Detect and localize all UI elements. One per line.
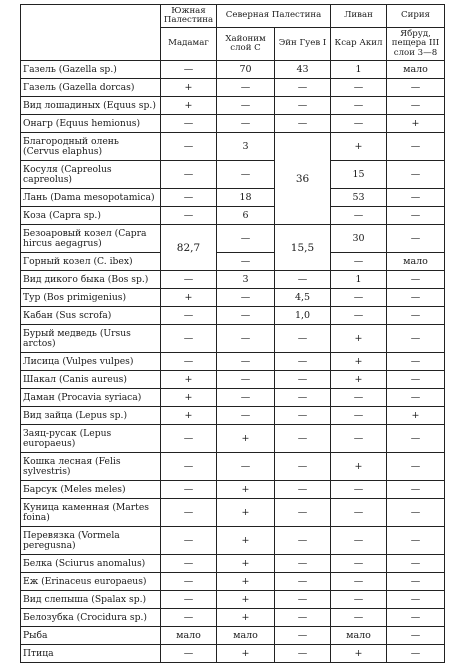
value-cell: — [161, 353, 217, 371]
value-cell: — [217, 161, 275, 189]
species-name: Бурый медведь (Ursus arctos) [21, 325, 161, 353]
value-cell: 30 [331, 225, 387, 253]
value-cell: мало [161, 627, 217, 645]
value-cell: — [275, 627, 331, 645]
value-cell: + [161, 407, 217, 425]
table-header [21, 5, 445, 61]
table-row [21, 79, 445, 97]
table-row [21, 609, 445, 627]
value-cell: — [161, 499, 217, 527]
value-cell: — [275, 115, 331, 133]
value-cell: — [217, 115, 275, 133]
value-cell: + [331, 453, 387, 481]
value-cell: — [275, 271, 331, 289]
species-name: Даман (Procavia syriaca) [21, 389, 161, 407]
species-name: Барсук (Meles meles) [21, 481, 161, 499]
value-cell: — [387, 527, 445, 555]
species-name: Еж (Erinaceus europaeus) [21, 573, 161, 591]
value-cell: — [387, 271, 445, 289]
table-row [21, 353, 445, 371]
value-cell: — [331, 97, 387, 115]
value-cell: — [275, 481, 331, 499]
value-cell: 6 [217, 207, 275, 225]
value-cell: — [387, 189, 445, 207]
species-name: Кабан (Sus scrofa) [21, 307, 161, 325]
species-name: Заяц-русак (Lepus europaeus) [21, 425, 161, 453]
table-row [21, 481, 445, 499]
value-cell: — [217, 371, 275, 389]
value-cell: — [331, 499, 387, 527]
value-cell: + [161, 79, 217, 97]
value-cell: — [387, 645, 445, 663]
site-header-madamag: Мадамаг [161, 28, 217, 61]
value-cell: + [387, 407, 445, 425]
value-cell: + [217, 573, 275, 591]
value-cell: — [387, 161, 445, 189]
value-cell: 3 [217, 271, 275, 289]
value-cell: — [217, 225, 275, 253]
species-name: Коза (Capra sp.) [21, 207, 161, 225]
group-header-lebanon: Ливан [331, 5, 387, 28]
value-cell: — [275, 527, 331, 555]
value-cell: — [387, 609, 445, 627]
value-cell: + [217, 425, 275, 453]
value-cell: — [275, 371, 331, 389]
value-cell: — [217, 79, 275, 97]
value-cell: — [387, 453, 445, 481]
value-cell: — [387, 627, 445, 645]
value-cell: 1,0 [275, 307, 331, 325]
value-cell: 4,5 [275, 289, 331, 307]
value-cell: + [331, 371, 387, 389]
group-header-south: Южная Палестина [161, 5, 217, 28]
site-header-hayonim: Хайоним слой С [217, 28, 275, 61]
species-name: Онагр (Equus hemionus) [21, 115, 161, 133]
value-cell: — [161, 527, 217, 555]
value-cell: мало [387, 61, 445, 79]
value-cell: — [387, 481, 445, 499]
table-row [21, 115, 445, 133]
value-cell: — [161, 189, 217, 207]
value-cell: — [275, 609, 331, 627]
value-cell: — [331, 527, 387, 555]
table-row [21, 591, 445, 609]
table-row [21, 527, 445, 555]
species-name: Белозубка (Crocidura sp.) [21, 609, 161, 627]
value-cell: — [161, 555, 217, 573]
table-row [21, 253, 445, 271]
value-cell: — [387, 389, 445, 407]
table-row [21, 425, 445, 453]
value-cell: — [387, 425, 445, 453]
group-header-north: Северная Палестина [217, 5, 331, 28]
species-name: Безоаровый козел (Capra hircus aegagrus) [21, 225, 161, 253]
value-cell: — [331, 555, 387, 573]
value-cell: — [161, 61, 217, 79]
value-cell: + [161, 289, 217, 307]
table-row [21, 271, 445, 289]
table-row [21, 407, 445, 425]
value-cell: — [331, 609, 387, 627]
value-cell: + [387, 115, 445, 133]
table-row [21, 453, 445, 481]
value-cell: — [161, 573, 217, 591]
value-cell: — [387, 307, 445, 325]
table-row [21, 389, 445, 407]
value-cell: — [331, 407, 387, 425]
species-name: Вид зайца (Lepus sp.) [21, 407, 161, 425]
table-row [21, 307, 445, 325]
value-cell: — [331, 591, 387, 609]
value-cell: + [161, 97, 217, 115]
table-row [21, 645, 445, 663]
value-cell: + [217, 499, 275, 527]
value-cell: — [161, 481, 217, 499]
site-header-ein-guev: Эйн Гуев I [275, 28, 331, 61]
value-cell: — [161, 133, 217, 161]
value-cell: 70 [217, 61, 275, 79]
value-cell: — [161, 645, 217, 663]
species-name: Благородный олень (Cervus elaphus) [21, 133, 161, 161]
species-name: Горный козел (C. ibex) [21, 253, 161, 271]
value-cell: + [161, 389, 217, 407]
value-cell: 1 [331, 61, 387, 79]
value-cell: — [275, 97, 331, 115]
value-cell: — [387, 499, 445, 527]
table-row [21, 61, 445, 79]
value-cell: + [217, 591, 275, 609]
value-cell: — [387, 573, 445, 591]
table-row [21, 573, 445, 591]
value-cell: 36 [275, 133, 331, 225]
species-name: Кошка лесная (Felis sylvestris) [21, 453, 161, 481]
value-cell: — [387, 207, 445, 225]
value-cell: — [331, 573, 387, 591]
value-cell: — [217, 307, 275, 325]
value-cell: — [275, 389, 331, 407]
value-cell: — [161, 453, 217, 481]
species-name: Куница каменная (Martes foina) [21, 499, 161, 527]
value-cell: + [161, 371, 217, 389]
species-name: Лань (Dama mesopotamica) [21, 189, 161, 207]
value-cell: + [331, 325, 387, 353]
value-cell: + [331, 133, 387, 161]
table-row [21, 499, 445, 527]
table-row [21, 371, 445, 389]
species-name: Вид дикого быка (Bos sp.) [21, 271, 161, 289]
value-cell: + [217, 609, 275, 627]
value-cell: мало [387, 253, 445, 271]
group-header-syria: Сирия [387, 5, 445, 28]
value-cell: 43 [275, 61, 331, 79]
value-cell: мало [331, 627, 387, 645]
species-name: Белка (Sciurus anomalus) [21, 555, 161, 573]
value-cell: — [387, 289, 445, 307]
value-cell: — [275, 79, 331, 97]
table-row [21, 207, 445, 225]
value-cell: — [387, 591, 445, 609]
table-row [21, 627, 445, 645]
value-cell: — [217, 253, 275, 271]
table-row [21, 289, 445, 307]
value-cell: — [161, 115, 217, 133]
species-name: Рыба [21, 627, 161, 645]
table-row [21, 555, 445, 573]
value-cell: — [331, 115, 387, 133]
species-name: Тур (Bos primigenius) [21, 289, 161, 307]
value-cell: — [161, 325, 217, 353]
value-cell: — [331, 307, 387, 325]
value-cell: — [217, 407, 275, 425]
species-name: Лисица (Vulpes vulpes) [21, 353, 161, 371]
species-name: Косуля (Capreolus capreolus) [21, 161, 161, 189]
value-cell: — [387, 225, 445, 253]
value-cell: 82,7 [161, 225, 217, 271]
value-cell: — [387, 97, 445, 115]
value-cell: — [387, 353, 445, 371]
species-name: Вид слепыша (Spalax sp.) [21, 591, 161, 609]
species-name: Птица [21, 645, 161, 663]
table-body [21, 61, 445, 663]
value-cell: — [275, 325, 331, 353]
value-cell: — [275, 573, 331, 591]
value-cell: — [161, 161, 217, 189]
value-cell: 53 [331, 189, 387, 207]
species-column-header [21, 5, 161, 61]
value-cell: — [275, 645, 331, 663]
value-cell: + [217, 645, 275, 663]
value-cell: — [275, 499, 331, 527]
value-cell: — [217, 97, 275, 115]
species-name: Вид лошадиных (Equus sp.) [21, 97, 161, 115]
value-cell: + [217, 481, 275, 499]
species-name: Шакал (Canis aureus) [21, 371, 161, 389]
value-cell: — [275, 591, 331, 609]
value-cell: — [217, 353, 275, 371]
value-cell: — [331, 289, 387, 307]
value-cell: — [331, 253, 387, 271]
value-cell: — [275, 453, 331, 481]
value-cell: 1 [331, 271, 387, 289]
species-name: Перевязка (Vormela peregusna) [21, 527, 161, 555]
value-cell: + [331, 645, 387, 663]
value-cell: — [387, 133, 445, 161]
value-cell: — [217, 453, 275, 481]
table-row [21, 97, 445, 115]
value-cell: + [217, 555, 275, 573]
value-cell: — [161, 307, 217, 325]
table-row [21, 225, 445, 253]
value-cell: — [331, 79, 387, 97]
value-cell: 18 [217, 189, 275, 207]
value-cell: — [331, 389, 387, 407]
value-cell: — [331, 207, 387, 225]
value-cell: — [275, 425, 331, 453]
value-cell: мало [217, 627, 275, 645]
value-cell: — [161, 207, 217, 225]
value-cell: — [387, 325, 445, 353]
value-cell: — [275, 407, 331, 425]
value-cell: — [217, 325, 275, 353]
value-cell: 15 [331, 161, 387, 189]
site-header-ksar-akil: Ксар Акил [331, 28, 387, 61]
table-row [21, 133, 445, 161]
species-name: Газель (Gazella dorcas) [21, 79, 161, 97]
value-cell: — [387, 555, 445, 573]
value-cell: — [161, 271, 217, 289]
value-cell: + [217, 527, 275, 555]
species-name: Газель (Gazella sp.) [21, 61, 161, 79]
value-cell: — [275, 353, 331, 371]
site-header-yabrud: Ябруд, пещера III слои 3—8 [387, 28, 445, 61]
value-cell: — [387, 371, 445, 389]
value-cell: — [161, 591, 217, 609]
value-cell: + [331, 353, 387, 371]
value-cell: — [331, 481, 387, 499]
value-cell: — [217, 389, 275, 407]
value-cell: — [161, 425, 217, 453]
fauna-table [20, 4, 445, 663]
value-cell: 15,5 [275, 225, 331, 271]
value-cell: 3 [217, 133, 275, 161]
value-cell: — [161, 609, 217, 627]
value-cell: — [275, 555, 331, 573]
table-row [21, 189, 445, 207]
value-cell: — [217, 289, 275, 307]
table-row [21, 161, 445, 189]
value-cell: — [387, 79, 445, 97]
table-row [21, 325, 445, 353]
value-cell: — [331, 425, 387, 453]
